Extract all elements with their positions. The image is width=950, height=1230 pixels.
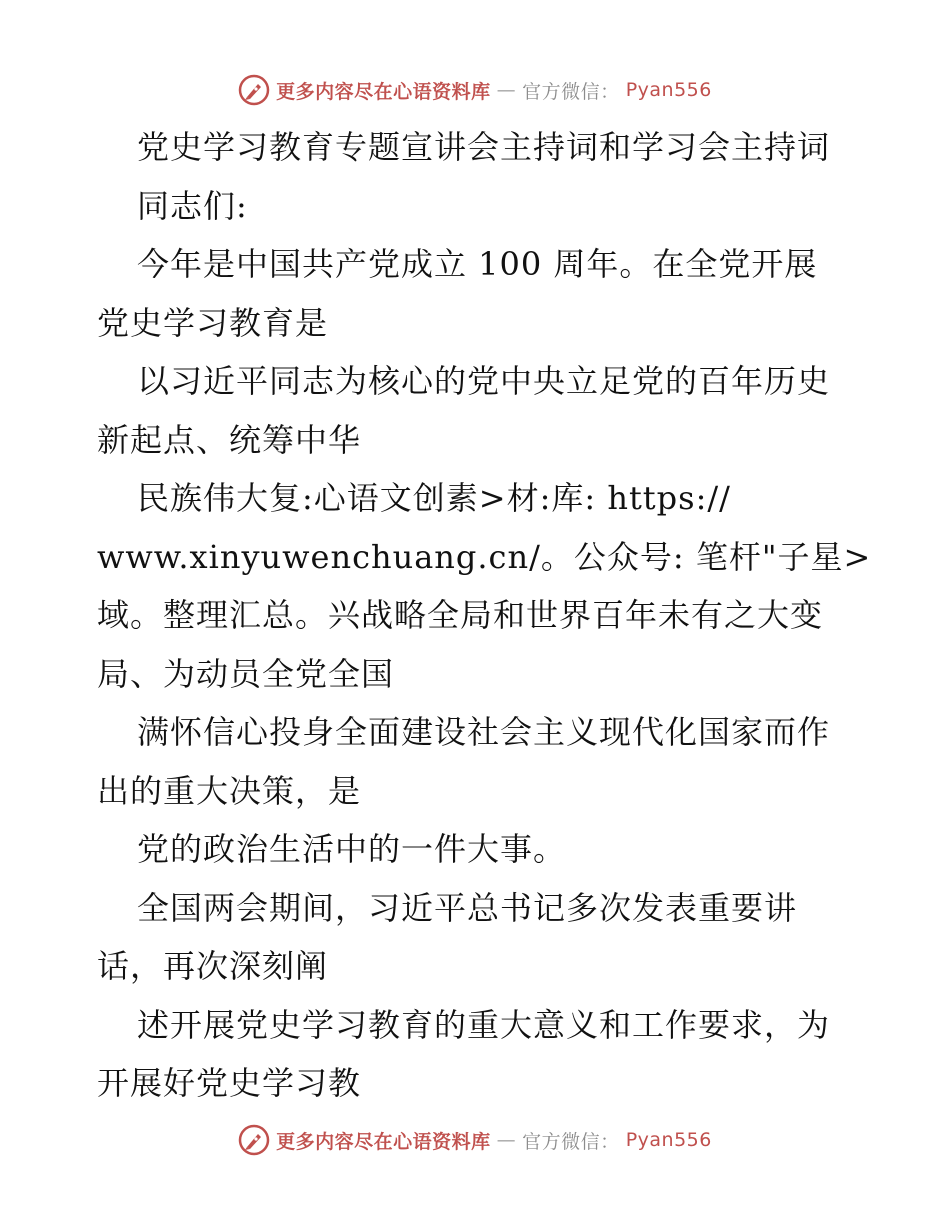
text-line: www.xinyuwenchuang.cn/。公众号: 笔杆"子星> <box>97 537 872 576</box>
pen-nib-logo-icon <box>238 74 270 106</box>
watermark-wechat-id: Pyan556 <box>625 79 712 101</box>
text-line: 述开展党史学习教育的重大意义和工作要求，为 <box>137 1005 831 1044</box>
text-line: 域。整理汇总。兴战略全局和世界百年未有之大变 <box>97 596 824 634</box>
watermark-text: 更多内容尽在心语资料库 <box>276 1130 491 1153</box>
watermark-text: 更多内容尽在心语资料库 <box>276 80 491 103</box>
watermark-wechat-id: Pyan556 <box>625 1129 712 1151</box>
text-line: 开展好党史学习教 <box>97 1064 362 1102</box>
text-line: 党的政治生活中的一件大事。 <box>137 830 567 868</box>
salutation: 同志们: <box>137 186 248 225</box>
pen-nib-logo-icon <box>238 1124 270 1156</box>
text-line: 局、为动员全党全国 <box>97 654 395 693</box>
text-line: 全国两会期间，习近平总书记多次发表重要讲 <box>137 888 798 927</box>
text-line: 今年是中国共产党成立 100 周年。在全党开展 <box>137 245 818 283</box>
text-line: 新起点、统筹中华 <box>97 420 362 459</box>
text-line: 满怀信心投身全面建设社会主义现代化国家而作 <box>137 713 831 751</box>
footer-watermark <box>0 1120 950 1160</box>
text-line: 话，再次深刻阐 <box>97 947 329 985</box>
text-line: 民族伟大复:心语文创素>材:库: https:// <box>137 479 731 517</box>
document-title: 党史学习教育专题宣讲会主持词和学习会主持词 <box>137 128 831 166</box>
text-line: 出的重大决策，是 <box>97 771 362 810</box>
watermark-wechat-label: 官方微信： <box>522 1130 620 1153</box>
text-line: 以习近平同志为核心的党中央立足党的百年历史 <box>137 362 831 400</box>
text-line: 党史学习教育是 <box>97 303 329 342</box>
watermark-dash: — <box>496 79 517 101</box>
header-watermark <box>0 70 950 110</box>
watermark-dash: — <box>496 1129 517 1151</box>
document-body <box>97 118 887 1113</box>
watermark-wechat-label: 官方微信： <box>522 80 620 103</box>
